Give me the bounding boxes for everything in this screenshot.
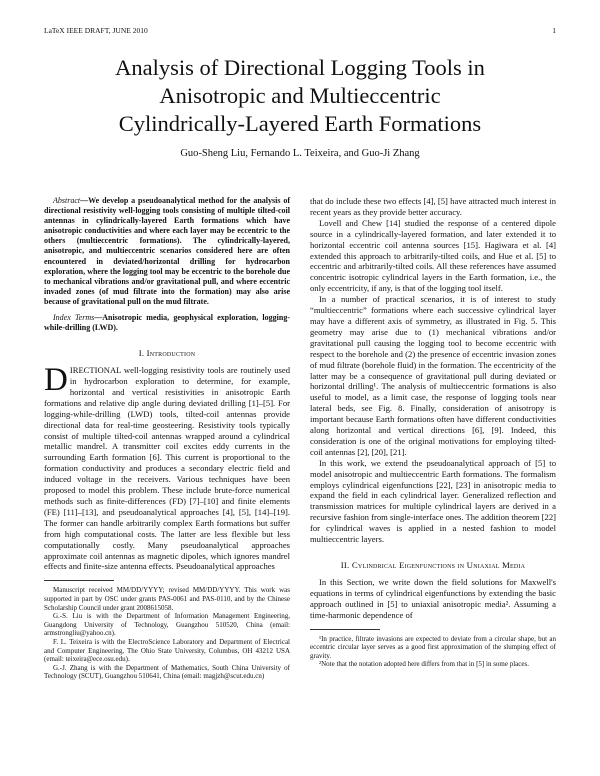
title-line-3: Cylindrically-Layered Earth Formations [118, 111, 482, 136]
section2-paragraph-1: In this Section, we write down the field solutions for Maxwell's equations in terms of cylindrical eigenfunctions by extending the basic approach outlined in [5] to uniaxial anisotropic media². Assuming a time-harmonic dependence of [310, 576, 556, 620]
introduction-text: IRECTIONAL well-logging resistivity tools are routinely used in hydrocarbon exploration to determine, for example, horizontal and vertical resistivities in anisotropic Earth formations and relative dip angle during deviated drilling [1]–[5]. For logging-while-drilling (LWD) tools, tilted-coil antennas provide directional data for real-time geosteering. Resistivity tools typically consist of multiple tilted-coil antennas wrapped around a cylindrical metallic mandrel. A transmitter coil excites eddy currents in the surrounding Earth formation [6]. This current is proportional to the formation conductivity and produces a secondary electric field and induced voltage in the receivers. Various techniques have been proposed to model this problem. These include brute-force numerical methods such as finite-differences (FD) [7]–[10] and finite elements (FE) [11]–[13], and pseudoanalytical approaches [4], [5], [14]–[19]. The former can handle arbitrarily complex Earth formations but suffer from high computational costs. The latter are less flexible but less computationally costly. Many pseudoanalytical approaches approximate coil antennas as magnetic dipoles, which ignores mandrel effects and finite-size antenna effects. Pseudoanalytical approaches [44, 365, 290, 572]
footnotes-left [44, 586, 290, 681]
footnotes-right [310, 635, 556, 669]
footnote-rule-right [310, 629, 380, 630]
section-heading-eigenfunctions: II. Cylindrical Eigenfunctions in Uniaxial Media [340, 560, 526, 570]
header-left: LaTeX IEEE DRAFT, JUNE 2010 [44, 26, 148, 35]
footnote-manuscript: Manuscript received MM/DD/YYYY; revised MM/DD/YYYY. This work was supported in part by OSC under grants PAS-0061 and PAS-0110, and by the Chinese Scholarship Council under grant 2008615058. [44, 586, 290, 612]
drop-cap: D [44, 362, 68, 399]
right-paragraph-2: Lovell and Chew [14] studied the response of a centered dipole source in a cylindrically-layered formation, and later extended it to horizontal eccentric coil antenna sources [15]. Hagiwara et al. [4] extended this approach to arbitrarily-tilted coils, and Hue et al. [5] to eccentric and arbitrarily-tilted coils. All these references have assumed concentric isotropic cylindrical layers in the Earth formation, i.e., the only eccentricity, if any, is that of the logging tool itself. [310, 217, 556, 294]
authors: Guo-Sheng Liu, Fernando L. Teixeira, and Guo-Ji Zhang [180, 148, 420, 159]
right-paragraph-3: In a number of practical scenarios, it is of interest to study “multieccentric” formations where each successive cylindrical layer may have a different axis of symmetry, as illustrated in Fig. 5. This geometry may arise due to (1) mechanical vibrations and/or gravitational pull causing the logging tool to become eccentric with respect to the borehole and (2) the presence of eccentric invasion zones of mud filtrate (borehole fluid) in the formation. The eccentricity of the latter may be a consequence of gravitational pull during deviated or horizontal drilling¹. The analysis of multieccentric formations is also useful to model, as a limit case, the response of logging tools near lateral beds, see Fig. 8. Finally, consideration of anisotropy is important because Earth formations often have different conductivities along horizontal and vertical directions [6], [9]. Indeed, this consideration is one of the original motivations for employing tilted-coil antennas [2], [20], [21]. [310, 294, 556, 457]
footnote-author-2: F. L. Teixeira is with the ElectroScience Laboratory and Department of Electrical and Computer Engineering, The Ohio State University, Columbus, OH 43212 USA (email: teixeira@ece.osu.edu). [44, 637, 290, 664]
title-line-2: Anisotropic and Multieccentric [159, 83, 441, 108]
right-paragraph-4: In this work, we extend the pseudoanalytical approach of [5] to model anisotropic and multieccentric Earth formations. The formalism employs cylindrical eigenfunctions [22], [23] in anisotropic media to expand the field in each cylindrical layer. Generalized reflection and transmission matrices for multiple cylindrical layers are derived in a recursive fashion from single-interface ones. The addition theorem [22] for cylindrical waves is applied in a nested fashion to model multieccentric layers. [310, 457, 556, 545]
footnote-1: ¹In practice, filtrate invasions are expected to deviate from a circular shape, but an eccentric circular layer serves as a good first approximation of the slumping effect of gravity. [310, 634, 556, 660]
left-column [44, 196, 290, 681]
index-terms [44, 313, 290, 333]
index-terms-label: Index Terms [53, 313, 95, 323]
footnote-author-3: G.-J. Zhang is with the Department of Mathematics, South China University of Technology (SCUT), Guangzhou 510641, China (email: magjzh@scut.edu.cn) [44, 663, 290, 681]
abstract-label: Abstract [53, 196, 81, 205]
right-column [310, 196, 556, 669]
introduction-paragraph [44, 362, 290, 572]
footnote-author-1: G.-S. Liu is with the Department of Information Management Engineering, Guangdong University of Technology, Guangzhou 510520, China (email: armstrongliu@yahoo.cn). [44, 612, 290, 638]
paper-title [40, 54, 560, 138]
abstract [44, 196, 290, 307]
running-header [44, 26, 556, 38]
right-paragraph-1: that do include these two effects [4], [5] have attracted much interest in recent years as they provide better accuracy. [310, 196, 556, 217]
footnote-2: ²Note that the notation adopted here differs from that in [5] in some places. [319, 660, 529, 669]
page-number: 1 [552, 26, 556, 35]
index-terms-text: —Anisotropic media, geophysical exploration, logging-while-drilling (LWD). [44, 313, 290, 333]
title-line-1: Analysis of Directional Logging Tools in [115, 55, 485, 80]
footnote-rule [44, 580, 114, 581]
section-heading-introduction: I. Introduction [138, 348, 196, 359]
abstract-text: —We develop a pseudoanalytical method for the analysis of directional resistivity well-logging tools consisting of multiple tilted-coil antennas in cylindrically-layered Earth formations which have anisotropic conductivities and where each layer may be eccentric to the others (multieccentric formations). The cylindrically-layered, anisotropic, and multieccentric scenarios considered here are often encountered in deviated/horizontal drilling for hydrocarbon exploration, where the logging tool may be eccentric to the borehole due to mechanical vibrations and/or gravitational pull, and where eccentric invaded zones (of mud filtrate into the formation) may also arise because of gravitational pull on the mud filtrate. [44, 196, 290, 306]
